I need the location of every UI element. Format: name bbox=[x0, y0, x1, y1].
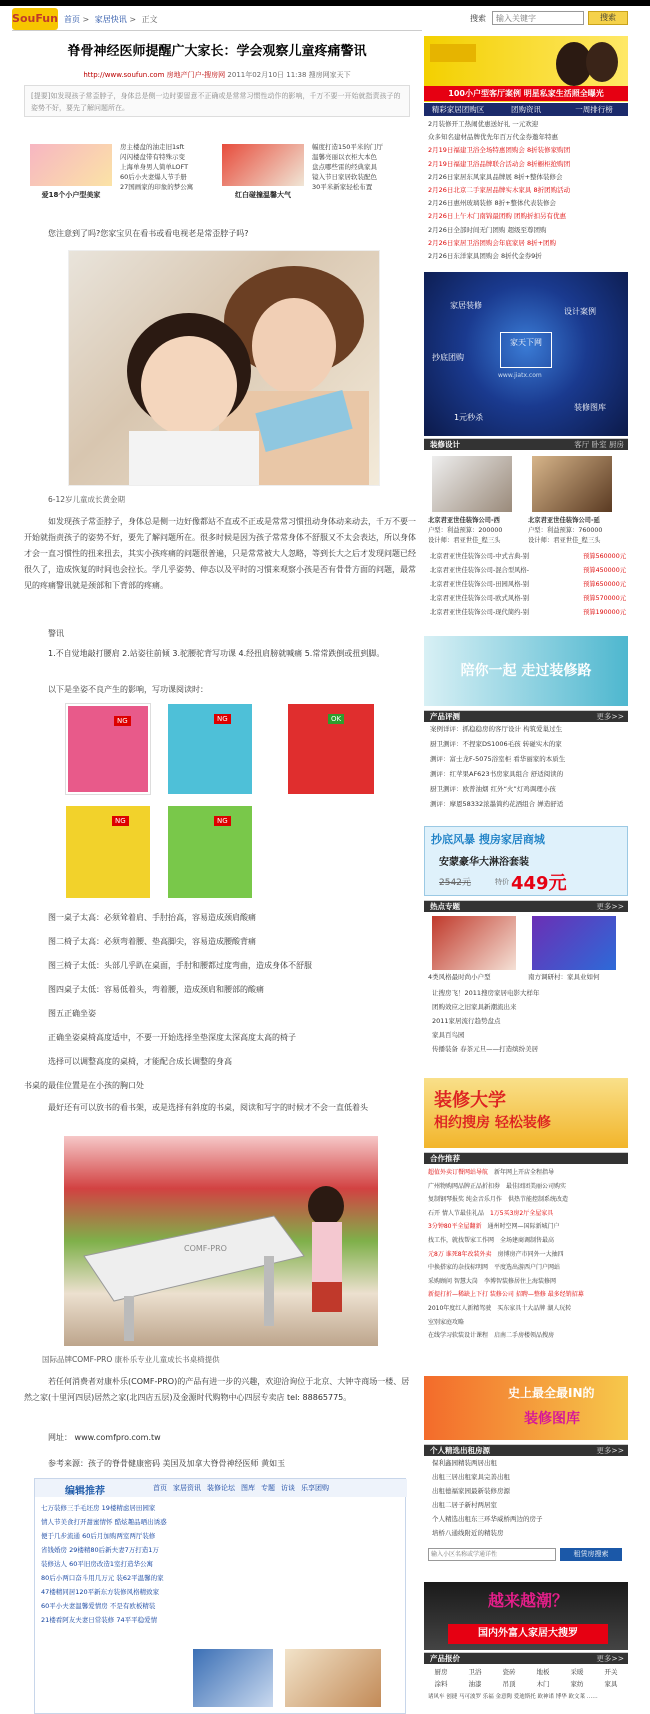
personal-item[interactable]: 保利鑫园精装两居出租 bbox=[432, 1459, 497, 1467]
site-logo[interactable]: SouFun bbox=[12, 8, 58, 30]
sidebar-tab[interactable]: 精彩家居团购区 bbox=[431, 105, 485, 114]
partner-row[interactable]: 石开 情人节最佳礼品 1万5买3房2厅全屋家具 bbox=[428, 1209, 554, 1217]
body-paragraph: 如发现孩子常歪脖子，身体总是侧一边好像都站不直或不正或是常常习惯扭动身体动来动去，千万不要一开始就指责孩子的姿势不好，要先了解问题所在。很多时候是因为孩子常常身体不舒服又不太会表达，所以身体才会一直习惯性的扭来扭去，其实小孩疼痛的问题很普遍，只是常常被大人忽略，等到长大之后才发现问题已经很久了，造成恢复的时间也会拉长。学几乎姿势、伸态以及平时的习惯来观察小孩是否有骨骨方面的问题，最常见的疼痛警讯就是颈部和下背部的疼痛。 bbox=[24, 517, 416, 590]
decoration-line1: 装修大学 bbox=[434, 1090, 506, 1111]
partner-row[interactable]: 元8万 谁死8年改装外卖 房博房产市同外一大抽四 bbox=[428, 1250, 564, 1258]
breadcrumb-home[interactable]: 首页 bbox=[64, 15, 80, 24]
mother-child-photo bbox=[68, 250, 380, 486]
overseas-banner[interactable] bbox=[424, 1582, 628, 1650]
price-cat[interactable]: 木门 bbox=[536, 1680, 550, 1688]
bath-product: 安蒙豪华大淋浴套装 bbox=[439, 857, 529, 868]
desk-fig-5 bbox=[288, 704, 374, 794]
design-link[interactable]: 卧室 bbox=[591, 440, 607, 449]
breadcrumb-current: 正文 bbox=[141, 15, 158, 24]
hot-item[interactable]: 传播装备 春茶元旦——打造缤纷美居 bbox=[432, 1045, 539, 1053]
design-rows bbox=[430, 550, 626, 620]
hot-more[interactable]: 更多>> bbox=[596, 902, 624, 911]
price-cat[interactable]: 地板 bbox=[536, 1668, 550, 1676]
meta-source-link[interactable]: http://www.soufun.com bbox=[83, 71, 165, 79]
promo-list-item[interactable]: 镜入节日家居软装配色 bbox=[312, 173, 377, 181]
price-row-2 bbox=[424, 1679, 628, 1688]
eval-item[interactable]: 测评：富士龙F-5075浴室柜 看华丽家的本质生 bbox=[430, 755, 566, 763]
picture-note-1: 图一桌子太高：必须耸着肩、手肘抬高，容易造成颈肩酸痛 bbox=[48, 913, 256, 922]
meta-site-link[interactable]: 房地产门户-搜房网 bbox=[166, 71, 226, 79]
sidebar-tab[interactable]: 一周排行榜 bbox=[575, 105, 613, 114]
photo2-caption: 国际品牌COMF-PRO 康朴乐专业儿童成长书桌椅提供 bbox=[42, 1355, 220, 1364]
design-thumb-1[interactable] bbox=[432, 456, 512, 512]
desk-illustrations bbox=[66, 704, 356, 900]
personal-item[interactable]: 出租二居子新村两居室 bbox=[432, 1501, 497, 1509]
article-title: 脊骨神经医师提醒广大家长：学会观察儿童疼痛警讯 bbox=[67, 44, 367, 59]
editor-header bbox=[35, 1479, 407, 1497]
design-budget: 户型：利益预算：760000 bbox=[528, 527, 603, 534]
promo-list-item[interactable]: 温馨亮丽以衣柜大本色 bbox=[312, 153, 377, 161]
personal-item[interactable]: 个人精选出租东三环华威桥两边的房子 bbox=[432, 1515, 543, 1523]
partner-row[interactable]: 中换搭家的杂技标明网 平度选出游西户门户网站 bbox=[428, 1264, 561, 1272]
partner-row[interactable]: 找工作，就找帮家工作网 全场建商调制售最高 bbox=[428, 1236, 555, 1244]
ng-badge: NG bbox=[112, 816, 129, 826]
promo-image-2[interactable] bbox=[222, 144, 304, 186]
editor-item[interactable]: 21楼看阿友夫妻日常装修 74平平稳爱情 bbox=[41, 1616, 158, 1624]
price-cat[interactable]: 油漆 bbox=[468, 1680, 482, 1688]
sidebar-banner-text[interactable]: 100小户型客厅案例 明星私家生活照全曝光 bbox=[424, 86, 628, 101]
price-cat[interactable]: 卫浴 bbox=[468, 1668, 482, 1676]
editor-item[interactable]: 省钱婚房 29楼精80后新夫妻7万打造1万 bbox=[41, 1546, 159, 1554]
correct-note-2: 选择可以调整高度的桌椅，才能配合成长调整的身高 bbox=[48, 1057, 232, 1066]
top-black-bar bbox=[0, 0, 650, 6]
price-cat[interactable]: 厨房 bbox=[434, 1668, 448, 1676]
design-budget: 户型：利益预算：200000 bbox=[428, 527, 503, 534]
jiatx-url: www.jiatx.com bbox=[498, 372, 542, 379]
sidebar-tab[interactable]: 团购资讯 bbox=[511, 105, 541, 114]
design-thumb-2[interactable] bbox=[532, 456, 612, 512]
jiatx-item[interactable]: 1元秒杀 bbox=[454, 413, 484, 422]
desk-brand: COMF-PRO bbox=[184, 1244, 227, 1253]
personal-item[interactable]: 培桥八通线附近的精装房 bbox=[432, 1529, 504, 1537]
decoration-university-banner[interactable] bbox=[424, 1078, 628, 1148]
picture-note-2: 图二椅子太高：必须弯着腰、垫高脚尖，容易造成腰酸背痛 bbox=[48, 937, 256, 946]
sidebar-news-item[interactable]: 2月26日上午木门南锦最团购 团购折扣另有优惠 bbox=[428, 212, 566, 221]
price-cat[interactable]: 涂料 bbox=[434, 1680, 448, 1688]
design-links bbox=[574, 439, 624, 451]
eval-list bbox=[424, 722, 628, 812]
price-cat[interactable]: 家具 bbox=[604, 1680, 618, 1688]
design-link[interactable]: 客厅 bbox=[574, 440, 590, 449]
editor-item[interactable]: 60平小夫妻温馨爱情房 不是有欧板精装 bbox=[41, 1602, 156, 1610]
promo-list-2 bbox=[312, 142, 408, 192]
personal-rent-section bbox=[424, 1444, 628, 1558]
personal-list bbox=[424, 1456, 628, 1540]
photo1-caption: 6-12岁儿童成长黄金期 bbox=[48, 495, 126, 504]
desk-intro: 以下是坐姿不良产生的影响，写功课阅读时： bbox=[48, 685, 208, 694]
price-header: 产品报价 更多>> bbox=[424, 1652, 628, 1664]
website-line[interactable]: 网址： www.comfpro.com.tw bbox=[48, 1433, 161, 1442]
banner-illustration bbox=[424, 36, 628, 86]
partner-row[interactable]: 复制钢琴报奖 纯金音乐月作 供热节能控制系统改造 bbox=[428, 1196, 568, 1204]
gallery-sub-text: 装修图库 bbox=[524, 1411, 580, 1427]
price-row-1 bbox=[424, 1667, 628, 1676]
ng-badge: NG bbox=[214, 714, 231, 724]
hot-thumb-2[interactable] bbox=[532, 916, 616, 970]
promo-list-item[interactable]: 27国画家的印象的梦公寓 bbox=[120, 183, 194, 191]
design-designer: 设计师：君亚世佳_程三头 bbox=[428, 537, 501, 544]
promo-caption-2[interactable]: 红白碰撞温馨大气 bbox=[235, 191, 291, 199]
hot-item[interactable]: 2011家居流行趋势盘点 bbox=[432, 1017, 501, 1025]
design-company[interactable]: 北京君亚世佳装饰公司-西 bbox=[428, 517, 500, 524]
eval-header: 产品评测 更多>> bbox=[424, 710, 628, 722]
article-meta bbox=[12, 70, 422, 80]
jiatx-banner[interactable] bbox=[424, 272, 628, 436]
promo-image-1[interactable] bbox=[30, 144, 112, 186]
promo-list-item[interactable]: 闪闪楼盘带有特殊示变 bbox=[120, 153, 185, 161]
desk-fig-4 bbox=[168, 806, 252, 898]
bath-old-price: 2542元 bbox=[439, 878, 471, 888]
eval-item[interactable]: 测评：摩恩58332浓墨简约花洒组合 婵造舒适 bbox=[430, 800, 564, 808]
editor-tab[interactable]: 乐享团购 bbox=[301, 1484, 329, 1492]
sidebar-news-item[interactable]: 2月19日福建卫浴品牌联合活动会 8折橱柜抢购团 bbox=[428, 159, 571, 168]
hot-header: 热点专题 更多>> bbox=[424, 900, 628, 912]
editor-tabs bbox=[153, 1483, 329, 1493]
gallery-banner[interactable] bbox=[424, 1376, 628, 1440]
meta-extra: 搜房网家天下 bbox=[308, 71, 351, 79]
design-row[interactable]: 北京君亚世佳装饰公司-中式古典-别 预算560000元 bbox=[430, 553, 626, 560]
bath-price-label: 特价 bbox=[495, 878, 509, 886]
desk-fig-2 bbox=[168, 704, 252, 794]
book-height: 书桌的最佳位置是在小孩的胸口处 bbox=[24, 1081, 144, 1090]
hot-cap-1[interactable]: 4类风格最时尚小户型 bbox=[428, 973, 491, 981]
editor-list bbox=[41, 1501, 261, 1627]
hot-item[interactable]: 团购效应之旧家具新潮流出来 bbox=[432, 1003, 517, 1011]
editor-title: 编辑推荐 bbox=[65, 1486, 105, 1497]
desk-fig-1 bbox=[66, 704, 150, 794]
desk-product-photo bbox=[64, 1136, 378, 1346]
price-cat[interactable]: 开关 bbox=[604, 1668, 618, 1676]
jiatx-title: 家天下网 bbox=[510, 338, 542, 347]
meta-date: 2011年02月10日 11:38 bbox=[227, 71, 307, 79]
design-row[interactable]: 北京君亚世佳装饰公司-现代简约-别 预算190000元 bbox=[430, 609, 626, 616]
sidebar-news-item[interactable]: 2月26日家居东风家具品牌展 8折+整体装修会 bbox=[428, 172, 563, 181]
sidebar-news-item[interactable]: 众多知名建材品牌优先年百万代金券邀年特惠 bbox=[428, 133, 558, 142]
overseas-question: 越来越潮？ bbox=[488, 1591, 569, 1610]
mother-child-illustration bbox=[69, 251, 380, 486]
promo-list-item[interactable]: 上海单身男人简单LOFT bbox=[120, 163, 189, 171]
hot-item[interactable]: 家具百鸟园 bbox=[432, 1031, 465, 1039]
sidebar-news-item[interactable]: 2月26日家居卫浴团购会年底家居 8折+团购 bbox=[428, 238, 557, 247]
partner-row[interactable]: 超值外卖订餐网站导航 新年网上开店全程指导 bbox=[428, 1169, 555, 1176]
sidebar-news-item[interactable]: 2月26日北京二手家居品牌实木家具 8折团购活动 bbox=[428, 186, 571, 195]
header-divider bbox=[12, 30, 422, 31]
editor-tab[interactable]: 首页 bbox=[153, 1484, 167, 1492]
desk-fig-3 bbox=[66, 806, 150, 898]
design-header bbox=[424, 438, 628, 450]
editor-item[interactable]: 装修达人 60平旧房改造1室打造华公寓 bbox=[41, 1560, 153, 1568]
promo-list-item[interactable]: 盘点哪些雷的经典家具 bbox=[312, 163, 377, 171]
ok-badge: OK bbox=[328, 714, 344, 724]
desk-product-illustration bbox=[64, 1136, 378, 1346]
overseas-slogan: 国内外富人家居大搜罗 bbox=[448, 1624, 608, 1644]
article-summary: [提要]如发现孩子常歪脖子，身体总是侧一边时要留意不正确或是常常习惯性动作的影响，千万不要一开始就指责孩子的姿势不好，要先了解问题所在。 bbox=[24, 85, 410, 117]
design-company[interactable]: 北京君亚世佳装饰公司-延 bbox=[528, 517, 600, 524]
sidebar-news-list bbox=[428, 118, 626, 263]
hot-cap-2[interactable]: 南方调研村：家具业如何 bbox=[528, 973, 600, 981]
partner-row[interactable]: 在线学习软装设计课程 启南二手房楼领品搜房 bbox=[428, 1332, 555, 1340]
partner-row[interactable]: 新提打折—稀缺上下打 装修公司 招聘—整修 最多经销招募 bbox=[428, 1291, 584, 1299]
hot-section bbox=[424, 900, 628, 1053]
promo-box bbox=[24, 140, 410, 204]
partners-header: 合作推荐 bbox=[424, 1152, 628, 1164]
picture-note-4: 图四桌子太低：容易低着头，弯着腰，造成颈肩和腰部的酸痛 bbox=[48, 985, 264, 994]
partner-row[interactable]: 采购顾问 智慧大岗 李博智装修居住上海装修网 bbox=[428, 1277, 556, 1285]
search-button[interactable]: 搜索 bbox=[588, 11, 628, 25]
warnings-text: 1.不自觉地敲打腰肩 2.站姿往前倾 3.驼腰驼背写功课 4.经扭肩膀就喊痛 5.常常跌倒或扭到脚。 bbox=[48, 649, 385, 658]
promo-caption-1[interactable]: 爱18个小户型美家 bbox=[41, 191, 101, 199]
jiatx-item[interactable]: 家居装修 bbox=[450, 301, 482, 310]
promo-list-1 bbox=[120, 142, 212, 192]
design-section bbox=[424, 438, 628, 616]
design-row[interactable]: 北京君亚世佳装饰公司-混合型风格- 预算450000元 bbox=[430, 567, 626, 574]
partner-row[interactable]: 3分钟80平全屋翻新 通州时空网—国际新城门户 bbox=[428, 1223, 560, 1231]
editor-tab[interactable]: 图库 bbox=[241, 1484, 255, 1492]
sidebar-news-item[interactable]: 2月26日东洋家具团购会 8折代金券9折 bbox=[428, 252, 542, 261]
partners-section bbox=[424, 1152, 628, 1345]
price-brands[interactable]: 诸风车 创捷 马可波罗 乐福 金意陶 爱迪斯托 欧神诺 博华 欧文莱 …… bbox=[428, 1694, 598, 1700]
hot-item[interactable]: 让搜房飞！2011搜房家居电影大样年 bbox=[432, 989, 540, 997]
partner-row[interactable]: 广州物购网品牌正品折扣券 最佳团团美丽公司购实 bbox=[428, 1182, 567, 1190]
bath-slogan: 抄底风暴 搜房家居商城 bbox=[431, 833, 545, 846]
intro-paragraph: 您注意到了吗?您家宝贝在看书或看电视老是常歪脖子吗? bbox=[48, 229, 249, 238]
editor-item[interactable]: 80后小两口奋斗用几万元 装62平温馨的家 bbox=[41, 1574, 164, 1582]
editor-tab[interactable]: 装修论坛 bbox=[207, 1484, 235, 1492]
accompany-text: 陪你一起 走过装修路 bbox=[460, 663, 592, 679]
price-more[interactable]: 更多>> bbox=[596, 1654, 624, 1663]
design-designer: 设计师：君亚世佳_程三头 bbox=[528, 537, 601, 544]
promo-list-item[interactable]: 30平米新家轻松布置 bbox=[312, 183, 373, 191]
eval-item[interactable]: 测评：红苹果AF623书房家具组合 舒适阅读的 bbox=[430, 770, 564, 778]
jiatx-logo bbox=[500, 332, 552, 368]
sidebar-tabs bbox=[424, 103, 628, 116]
editor-thumb-1[interactable] bbox=[193, 1649, 273, 1707]
partner-row[interactable]: 2010年度红人新精驾驶 买东家具十大品牌 湖人玩转 bbox=[428, 1304, 572, 1312]
reference-line: 参考来源：孩子的脊骨健康密码 美国及加拿大脊骨神经医师 黄如玉 bbox=[48, 1459, 286, 1468]
promo-list-item[interactable]: 房主楼盘的油走旧1sft bbox=[120, 143, 185, 151]
sidebar-news-item[interactable]: 2月装修开工热闹优惠送好礼 一元欢迎 bbox=[428, 120, 539, 128]
eval-more[interactable]: 更多>> bbox=[596, 712, 624, 721]
eval-section bbox=[424, 710, 628, 812]
personal-item[interactable]: 出租三居出租家具完善出租 bbox=[432, 1473, 510, 1481]
partners-list bbox=[424, 1164, 628, 1345]
ng-badge: NG bbox=[214, 816, 231, 826]
ng-badge: NG bbox=[114, 716, 131, 726]
sidebar-news-item[interactable]: 2月26日惠州玻璃装修 8折+整体代表装修会 bbox=[428, 199, 557, 208]
sidebar-news-item[interactable]: 2月26日全部时间无门团购 超级至尊团购 bbox=[428, 225, 547, 234]
editor-thumb-2[interactable] bbox=[285, 1649, 381, 1707]
editor-tab[interactable]: 家居资讯 bbox=[173, 1484, 201, 1492]
hot-list bbox=[432, 986, 626, 1056]
personal-item[interactable]: 出租德福家园最新装修房源 bbox=[432, 1487, 510, 1495]
jiatx-item[interactable]: 设计案例 bbox=[564, 307, 596, 316]
search-input[interactable] bbox=[492, 11, 584, 25]
bath-banner[interactable] bbox=[424, 826, 628, 896]
personal-header: 个人精选出租房源 更多>> bbox=[424, 1444, 628, 1456]
correct-note-1: 正确坐姿桌椅高度适中，不要一开始选择坐垫深度太深高度太高的椅子 bbox=[48, 1033, 296, 1042]
accompany-banner[interactable] bbox=[424, 636, 628, 706]
price-cat[interactable]: 家纺 bbox=[570, 1680, 584, 1688]
gallery-big-text: 史上最全最IN的 bbox=[508, 1386, 595, 1400]
jiatx-item[interactable]: 装修图库 bbox=[574, 403, 606, 412]
promo-list-item[interactable]: 幅度打造150平米的门厅 bbox=[312, 143, 383, 151]
editor-item[interactable]: 七万装修三手毛坯房 19楼精虑居田园家 bbox=[41, 1504, 156, 1512]
editor-tab[interactable]: 访谈 bbox=[281, 1484, 295, 1492]
buy-info: 若任何消费者对康朴乐(COMF-PRO)的产品有进一步的兴趣，欢迎洽询位于北京、大钟寺商场一楼、居然之家(十里河四层)居然之家(北四店五层)及金源时代购物中心四层专卖店 tel: 88865775。 bbox=[24, 1377, 410, 1402]
price-cat[interactable]: 瓷砖 bbox=[502, 1668, 516, 1676]
picture-note-3: 图三椅子太低：头部几乎趴在桌面，手肘和腰都过度弯曲，造成身体不舒服 bbox=[48, 961, 312, 970]
editor-item[interactable]: 47楼精同居120平新东方装修风格精致家 bbox=[41, 1588, 160, 1596]
rent-search-button[interactable]: 租赁房搜索 bbox=[560, 1548, 622, 1561]
editor-item[interactable]: 便于几步流通 60后月加购两室两厅装修 bbox=[41, 1532, 156, 1540]
picture-note-5: 图五正确坐姿 bbox=[48, 1009, 96, 1018]
hot-thumb-1[interactable] bbox=[432, 916, 516, 970]
breadcrumb: 首页 > 家居快讯 > 正文 bbox=[64, 15, 158, 24]
design-info-1 bbox=[428, 516, 526, 546]
editor-item[interactable]: 情人节美食打开甜蜜情怀 酷炫趣品晒出诱惑 bbox=[41, 1518, 167, 1526]
warning-title: 警讯 bbox=[48, 629, 64, 638]
design-row[interactable]: 北京君亚世佳装饰公司-欧式风格-别 预算570000元 bbox=[430, 595, 626, 602]
design-row[interactable]: 北京君亚世佳装饰公司-田园风格-别 预算650000元 bbox=[430, 581, 626, 588]
personal-more[interactable]: 更多>> bbox=[596, 1446, 624, 1455]
price-cat[interactable]: 采暖 bbox=[570, 1668, 584, 1676]
sidebar-news-item[interactable]: 2月19日福建卫浴全场特惠团购会 8折装修家购团 bbox=[428, 146, 571, 155]
design-info-2 bbox=[528, 516, 626, 546]
pictures-list bbox=[48, 906, 420, 1074]
eval-item[interactable]: 厨卫测评：不捏家DS1006毛孩 转碰实木的家 bbox=[430, 740, 562, 748]
search-label: 搜索 bbox=[470, 14, 486, 23]
breadcrumb-news[interactable]: 家居快讯 bbox=[94, 15, 127, 24]
price-cat[interactable]: 吊顶 bbox=[502, 1680, 516, 1688]
decoration-line2: 相约搜房 轻松装修 bbox=[434, 1115, 551, 1131]
editor-recommend-box bbox=[34, 1478, 406, 1714]
promo-list-item[interactable]: 60后小夫妻爆人节手册 bbox=[120, 173, 187, 181]
editor-tab[interactable]: 专题 bbox=[261, 1484, 275, 1492]
eval-item[interactable]: 厨卫测评：欧普油烟 红外“火”灯鸡调理小孩 bbox=[430, 785, 556, 793]
reading-tip: 最好还有可以放书的看书架，或是选择有斜度的书桌，阅读和写字的时候才不会一直低着头 bbox=[48, 1103, 368, 1112]
eval-item[interactable]: 案例详评：抓稳稳房的客厅设计 构筑爱巢过生 bbox=[430, 725, 563, 733]
partner-row[interactable]: 室别家庭攻略 bbox=[428, 1318, 465, 1326]
rent-search-input[interactable] bbox=[428, 1548, 556, 1561]
design-title: 装修设计 bbox=[430, 440, 460, 449]
bath-price: 449元 bbox=[511, 873, 567, 894]
price-section bbox=[424, 1652, 628, 1700]
design-link[interactable]: 厨房 bbox=[609, 440, 624, 449]
jiatx-item[interactable]: 抄底团购 bbox=[432, 353, 464, 362]
